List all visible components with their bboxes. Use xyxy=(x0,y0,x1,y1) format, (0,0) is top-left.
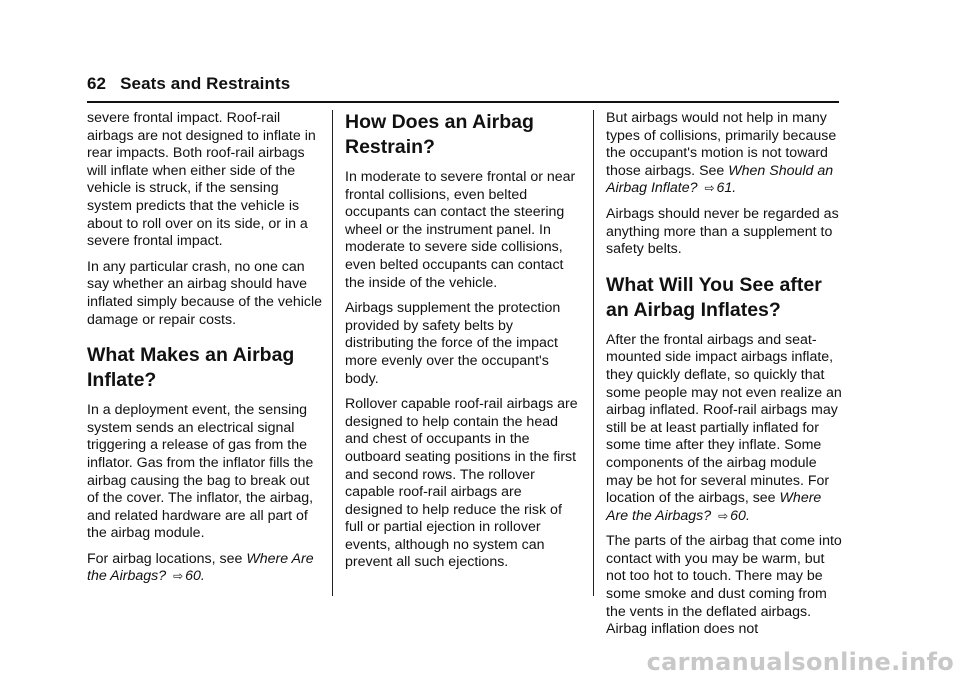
paragraph-text: After the frontal airbags and seat-mounted side impact airbags inflate, they quickly deflate, so quickly that some people may not even realize an airbag inflated. Roof-rail airbags may still be at least partially inflated for some time after they inflate. Some components of the airbag module may be hot for several minutes. For location of the airbags, see xyxy=(606,331,842,507)
paragraph-text: But airbags would not help in many types of collisions, primarily because the occupant's motion is not toward those airbags. See xyxy=(606,110,837,179)
paragraph xyxy=(87,551,323,586)
watermark: carmanualsonline.info xyxy=(646,648,954,676)
paragraph xyxy=(606,110,842,198)
paragraph: In a deployment event, the sensing system sends an electrical signal triggering a release of gas from the inflator. Gas from the inflator fills the airbag causing the bag to break out of the cover. The inflator, the airbag, and related hardware are all part of the airbag module. xyxy=(87,402,314,542)
header-rule xyxy=(87,101,839,103)
page-number: 62 xyxy=(87,74,107,93)
page-header xyxy=(87,74,290,94)
column-3 xyxy=(606,110,842,647)
cross-reference-link[interactable]: Where Are the Airbags? xyxy=(606,490,822,524)
paragraph: The parts of the airbag that come into contact with you may be warm, but not too hot to touch. There may be some smoke and dust coming from the vents in the deflated airbags. Airbag inflation does not xyxy=(606,533,842,638)
column-divider xyxy=(332,110,333,596)
page-reference-icon: ⇨ xyxy=(173,569,184,584)
column-1 xyxy=(87,110,323,594)
paragraph: severe frontal impact. Roof-rail airbags are not designed to inflate in rear impacts. Both roof-rail airbags will inflate when either side of the vehicle is struck, if the sensing system predicts that the vehicle is about to roll over on its side, or in a severe frontal impact. xyxy=(87,110,316,250)
section-heading: What Makes an Airbag Inflate? xyxy=(87,344,295,392)
paragraph xyxy=(606,332,842,526)
page-reference-icon: ⇨ xyxy=(704,181,715,196)
page-reference-number[interactable]: 61. xyxy=(716,180,737,197)
paragraph: Rollover capable roof-rail airbags are designed to help contain the head and chest of occupants in the outboard seating positions in the first and second rows. The rollover capable roof-rail airbags are designed to help reduce the risk of full or partial ejection in rollover events, although no system can prevent all such ejections. xyxy=(345,396,578,571)
page-reference-icon: ⇨ xyxy=(718,508,729,523)
cross-reference-link[interactable]: When Should an Airbag Inflate? xyxy=(606,162,834,197)
column-2 xyxy=(345,110,581,580)
column-divider xyxy=(593,110,594,596)
paragraph: In moderate to severe frontal or near frontal collisions, even belted occupants can contact the steering wheel or the instrument panel. In moderate to severe side collisions, even belted occupants can contact the inside of the vehicle. xyxy=(345,169,576,291)
paragraph-text: For airbag locations, see xyxy=(87,550,243,567)
paragraph: Airbags supplement the protection provided by safety belts by distributing the force of the impact more evenly over the occupant's body. xyxy=(345,300,561,387)
cross-reference-link[interactable]: Where Are the Airbags? xyxy=(87,550,314,585)
page-reference-number[interactable]: 60. xyxy=(730,507,750,524)
section-title: Seats and Restraints xyxy=(120,74,291,93)
section-heading: How Does an Airbag Restrain? xyxy=(345,111,534,158)
paragraph: Airbags should never be regarded as anything more than a supplement to safety belts. xyxy=(606,205,839,258)
paragraph: In any particular crash, no one can say whether an airbag should have inflated simply because of the vehicle damage or repair costs. xyxy=(87,258,323,328)
section-heading: What Will You See after an Airbag Inflates? xyxy=(606,273,822,321)
page-reference-number[interactable]: 60. xyxy=(185,568,205,585)
